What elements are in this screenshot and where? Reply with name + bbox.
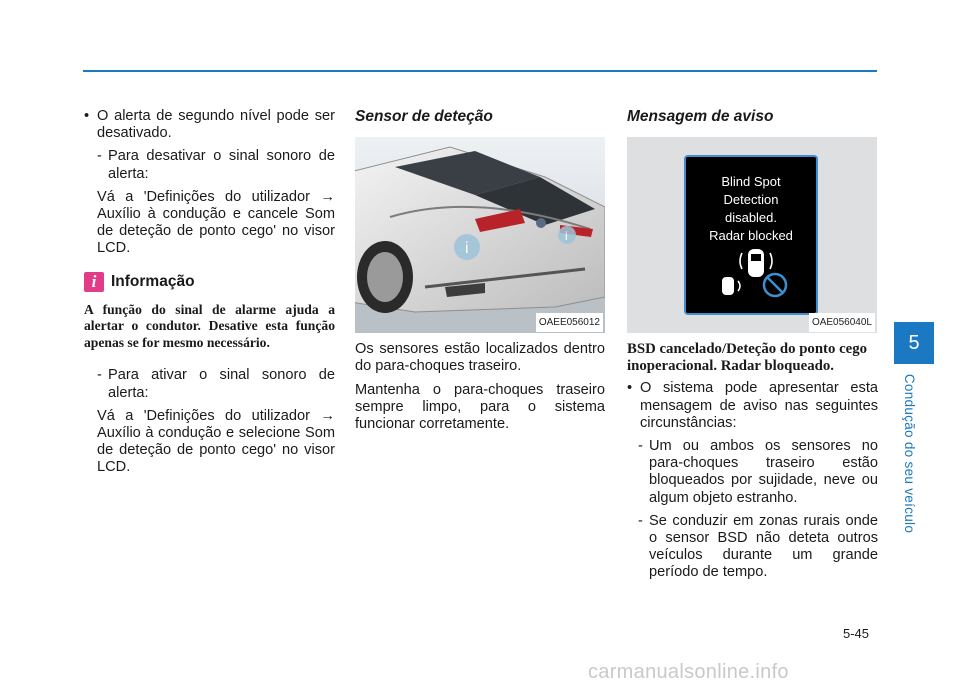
message-heading: BSD cancelado/Deteção do ponto cego inoperacional. Radar bloqueado. — [627, 341, 868, 374]
dash-mark: - — [638, 512, 643, 529]
dash-item — [84, 367, 335, 401]
figure-code: OAE056040L — [809, 313, 875, 332]
watermark: carmanualsonline.info — [588, 661, 789, 683]
bullet-text: O alerta de segundo nível pode ser desativado. — [97, 108, 335, 142]
bullet-mark: • — [84, 108, 90, 124]
page-number: 5-45 — [843, 626, 870, 641]
figure-code: OAEE056012 — [536, 313, 603, 332]
chapter-label-text: Condução do seu veículo — [902, 373, 918, 533]
screen-message — [686, 173, 816, 245]
cluster-screen — [684, 155, 818, 315]
svg-text:i: i — [465, 240, 469, 258]
svg-text:i: i — [565, 229, 568, 244]
dash-mark: - — [97, 148, 102, 165]
bullet-mark: • — [627, 380, 633, 397]
dash-item — [627, 513, 878, 582]
info-heading — [84, 272, 335, 292]
instruction-text: Vá a 'Definições do utilizador → Auxílio à condução e cancele Som de deteção de ponto cego' no visor LCD. — [97, 188, 335, 257]
screen-line: disabled. — [724, 210, 778, 226]
info-title: Informação — [111, 273, 195, 291]
chapter-number-tab: 5 — [894, 322, 934, 364]
warning-message-figure — [627, 137, 877, 333]
chapter-label — [898, 372, 922, 534]
screen-line: Blind Spot — [721, 174, 781, 190]
bullet-item — [84, 108, 335, 142]
screen-line: Radar blocked — [709, 228, 793, 244]
paragraph: Os sensores estão localizados dentro do para-choques traseiro. — [355, 341, 605, 375]
info-text: A função do sinal de alarme ajuda a alertar o condutor. Desative esta função apenas se for mesmo necessário. — [84, 301, 335, 350]
info-icon: i — [84, 272, 104, 292]
header-rule — [83, 70, 877, 72]
dash-text: Um ou ambos os sensores no para-choques traseiro estão bloqueados por sujidade, neve ou algum objeto estranho. — [649, 438, 878, 506]
bullet-text: O sistema pode apresentar esta mensagem de aviso nas seguintes circunstâncias: — [640, 380, 878, 431]
dash-mark: - — [97, 367, 102, 384]
paragraph: Mantenha o para-choques traseiro sempre limpo, para o sistema funcionar corretamente. — [355, 381, 605, 433]
bullet-item — [627, 380, 878, 432]
dash-text: Para desativar o sinal sonoro de alerta: — [108, 148, 335, 182]
column-1 — [84, 108, 335, 483]
dash-mark: - — [638, 438, 643, 454]
section-title: Mensagem de aviso — [627, 108, 774, 125]
car-rear-illustration — [355, 137, 605, 333]
screen-line: Detection — [723, 192, 779, 208]
rear-bumper-sensor-figure — [355, 137, 605, 333]
instruction-text: Vá a 'Definições do utilizador → Auxílio à condução e selecione Som de deteção de ponto cego' no visor LCD. — [97, 407, 335, 476]
bsd-disabled-icon — [716, 245, 796, 307]
dash-text: Se conduzir em zonas rurais onde o sensor BSD não deteta outros veículos durante um grande período de tempo. — [649, 512, 878, 581]
dash-item — [627, 438, 878, 507]
column-3 — [627, 108, 878, 588]
dash-text: Para ativar o sinal sonoro de alerta: — [108, 367, 335, 401]
section-title: Sensor de deteção — [355, 108, 493, 125]
column-2 — [355, 108, 605, 439]
dash-item — [84, 148, 335, 182]
